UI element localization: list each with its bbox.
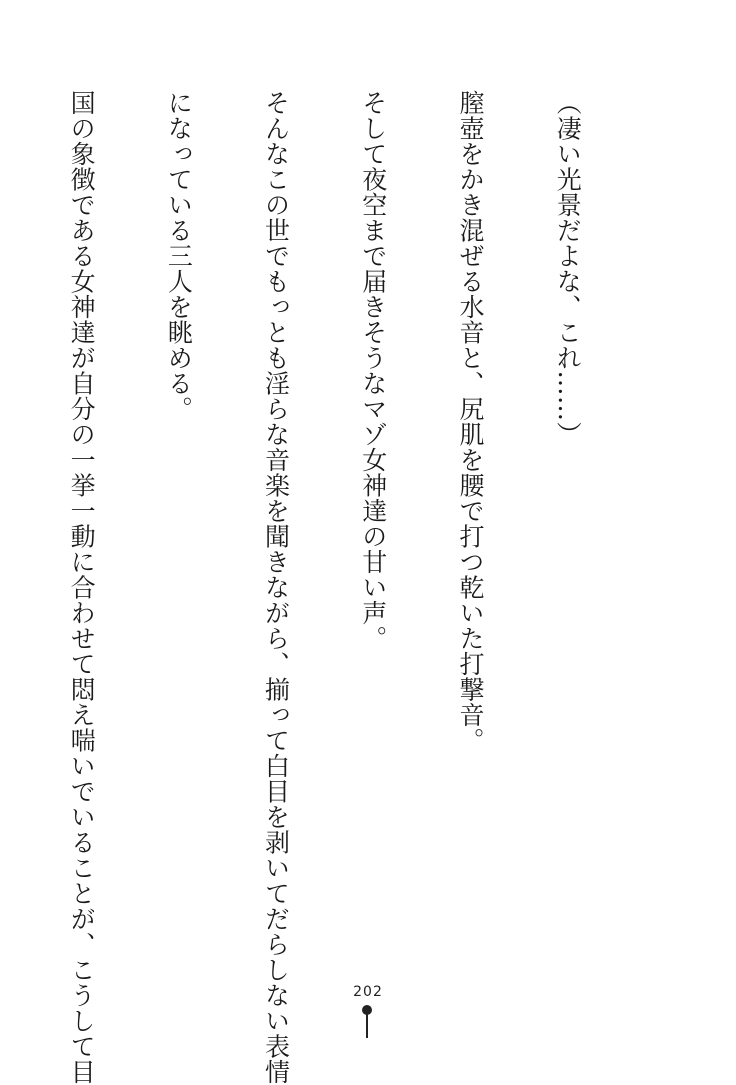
text-line: （凄い光景だよな、これ……） (553, 90, 583, 447)
text-line: 国の象徴である女神達が自分の一挙一動に合わせて悶え喘いでいることが、こうして目 (67, 90, 97, 1085)
text-line: そして夜空まで届きそうなマゾ女神達の甘い声。 (358, 90, 388, 651)
folio-line-ornament (366, 1014, 368, 1038)
text-line: そんなこの世でもっとも淫らな音楽を聞きながら、揃って白目を剥いてだらしない表情 (261, 90, 291, 1085)
text-line: 膣壺をかき混ぜる水音と、尻肌を腰で打つ乾いた打撃音。 (455, 90, 485, 753)
page-number: 202 (353, 984, 383, 1000)
text-line: になっている三人を眺める。 (164, 90, 194, 422)
